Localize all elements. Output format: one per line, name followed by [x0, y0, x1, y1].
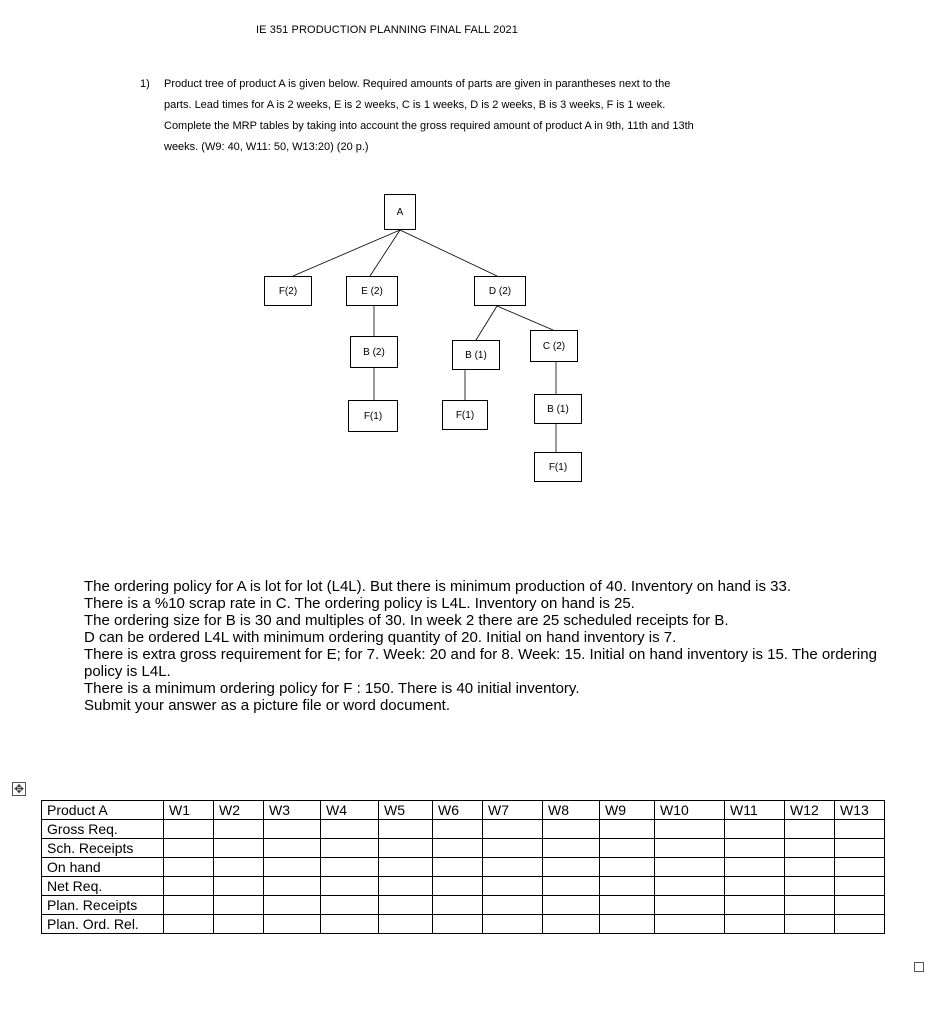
mrp-cell[interactable] [835, 915, 885, 934]
instruction-d: D can be ordered L4L with minimum ordering quantity of 20. Initial on hand inventory is 7. [84, 629, 677, 646]
mrp-cell[interactable] [264, 839, 321, 858]
mrp-cell[interactable] [214, 839, 264, 858]
mrp-cell[interactable] [321, 877, 379, 896]
mrp-cell[interactable] [835, 896, 885, 915]
instruction-submit: Submit your answer as a picture file or word document. [84, 697, 450, 714]
mrp-cell[interactable] [214, 858, 264, 877]
mrp-cell[interactable] [785, 839, 835, 858]
mrp-row [42, 820, 885, 839]
mrp-week-header: W2 [214, 801, 264, 820]
mrp-cell[interactable] [543, 877, 600, 896]
resize-handle-icon[interactable] [914, 962, 924, 972]
mrp-cell[interactable] [264, 858, 321, 877]
mrp-cell[interactable] [835, 877, 885, 896]
mrp-cell[interactable] [483, 896, 543, 915]
mrp-table-product-a [41, 800, 885, 934]
mrp-cell[interactable] [600, 858, 655, 877]
mrp-cell[interactable] [164, 915, 214, 934]
mrp-cell[interactable] [264, 896, 321, 915]
mrp-cell[interactable] [214, 915, 264, 934]
mrp-cell[interactable] [379, 915, 433, 934]
mrp-cell[interactable] [164, 877, 214, 896]
mrp-cell[interactable] [379, 896, 433, 915]
mrp-cell[interactable] [214, 896, 264, 915]
mrp-cell[interactable] [600, 820, 655, 839]
mrp-cell[interactable] [785, 915, 835, 934]
edge-d-b [476, 306, 497, 340]
mrp-cell[interactable] [321, 839, 379, 858]
mrp-cell[interactable] [164, 839, 214, 858]
mrp-row-label: Plan. Receipts [42, 896, 164, 915]
mrp-cell[interactable] [600, 877, 655, 896]
tree-node-f-under-b-c: F(1) [534, 452, 582, 482]
mrp-cell[interactable] [321, 896, 379, 915]
mrp-cell[interactable] [379, 877, 433, 896]
mrp-cell[interactable] [433, 858, 483, 877]
mrp-week-header: W9 [600, 801, 655, 820]
mrp-week-header: W3 [264, 801, 321, 820]
mrp-cell[interactable] [655, 877, 725, 896]
mrp-cell[interactable] [835, 839, 885, 858]
mrp-week-header: W12 [785, 801, 835, 820]
move-handle-icon[interactable]: ✥ [13, 782, 25, 796]
mrp-cell[interactable] [835, 820, 885, 839]
mrp-row-label: Gross Req. [42, 820, 164, 839]
mrp-cell[interactable] [785, 820, 835, 839]
mrp-cell[interactable] [321, 858, 379, 877]
mrp-cell[interactable] [725, 858, 785, 877]
mrp-cell[interactable] [433, 839, 483, 858]
mrp-cell[interactable] [321, 915, 379, 934]
mrp-week-header: W13 [835, 801, 885, 820]
mrp-cell[interactable] [785, 896, 835, 915]
instruction-a: The ordering policy for A is lot for lot (L4L). But there is minimum production of 40. Inventory on hand is 33. [84, 578, 792, 595]
tree-node-b-under-c: B (1) [534, 394, 582, 424]
mrp-cell[interactable] [483, 839, 543, 858]
mrp-row [42, 858, 885, 877]
mrp-cell[interactable] [264, 820, 321, 839]
mrp-cell[interactable] [164, 858, 214, 877]
mrp-cell[interactable] [483, 915, 543, 934]
question-number: 1) [140, 78, 150, 90]
mrp-cell[interactable] [655, 896, 725, 915]
mrp-row-label: On hand [42, 858, 164, 877]
tree-node-b-under-d: B (1) [452, 340, 500, 370]
mrp-cell[interactable] [543, 915, 600, 934]
mrp-cell[interactable] [379, 839, 433, 858]
mrp-cell[interactable] [214, 877, 264, 896]
mrp-cell[interactable] [483, 858, 543, 877]
mrp-week-header: W8 [543, 801, 600, 820]
mrp-row-label: Plan. Ord. Rel. [42, 915, 164, 934]
mrp-header-row [42, 801, 885, 820]
mrp-cell[interactable] [433, 820, 483, 839]
mrp-week-header: W5 [379, 801, 433, 820]
mrp-cell[interactable] [379, 858, 433, 877]
mrp-row [42, 877, 885, 896]
mrp-week-header: W7 [483, 801, 543, 820]
mrp-week-header: W11 [725, 801, 785, 820]
mrp-cell[interactable] [214, 820, 264, 839]
mrp-cell[interactable] [164, 820, 214, 839]
tree-node-c: C (2) [530, 330, 578, 362]
mrp-cell[interactable] [543, 896, 600, 915]
mrp-cell[interactable] [655, 858, 725, 877]
mrp-cell[interactable] [600, 915, 655, 934]
mrp-cell[interactable] [725, 896, 785, 915]
mrp-cell[interactable] [655, 839, 725, 858]
instruction-e: There is extra gross requirement for E; for 7. Week: 20 and for 8. Week: 15. Initial on hand inventory is 15. The ordering policy is L4L. [84, 646, 877, 680]
mrp-cell[interactable] [655, 915, 725, 934]
document-header: IE 351 PRODUCTION PLANNING FINAL FALL 2021 [256, 24, 518, 36]
mrp-cell[interactable] [433, 896, 483, 915]
mrp-cell[interactable] [433, 915, 483, 934]
mrp-row [42, 915, 885, 934]
mrp-cell[interactable] [164, 896, 214, 915]
mrp-row [42, 896, 885, 915]
question-1 [140, 74, 700, 158]
mrp-cell[interactable] [725, 820, 785, 839]
tree-node-f-under-b-e: F(1) [348, 400, 398, 432]
mrp-cell[interactable] [264, 915, 321, 934]
mrp-cell[interactable] [543, 858, 600, 877]
edge-a-f [293, 230, 400, 276]
tree-node-f-under-b-d: F(1) [442, 400, 488, 430]
edge-d-c [497, 306, 553, 330]
mrp-cell[interactable] [785, 877, 835, 896]
mrp-cell[interactable] [725, 877, 785, 896]
instruction-f: There is a minimum ordering policy for F : 150. There is 40 initial inventory. [84, 680, 580, 697]
mrp-row-label: Sch. Receipts [42, 839, 164, 858]
edge-a-e [370, 230, 400, 276]
mrp-week-header: W6 [433, 801, 483, 820]
mrp-cell[interactable] [321, 820, 379, 839]
mrp-cell[interactable] [379, 820, 433, 839]
mrp-row [42, 839, 885, 858]
question-text: Product tree of product A is given below. Required amounts of parts are given in parantheses next to the parts. Lead times for A is 2 weeks, E is 2 weeks, C is 1 weeks, D is 2 weeks, B is 3 weeks, F is 1 week. Complete the MRP tables by taking into account the gross required amount of product A in 9th, 11th and 13th weeks. (W9: 40, W11: 50, W13:20) (20 p.) [164, 78, 694, 153]
mrp-cell[interactable] [785, 858, 835, 877]
instructions-text [84, 578, 884, 714]
mrp-cell[interactable] [600, 839, 655, 858]
tree-node-b-under-e: B (2) [350, 336, 398, 368]
mrp-item-name: Product A [42, 801, 164, 820]
mrp-cell[interactable] [543, 820, 600, 839]
mrp-week-header: W4 [321, 801, 379, 820]
tree-node-a: A [384, 194, 416, 230]
tree-node-f: F(2) [264, 276, 312, 306]
mrp-cell[interactable] [264, 877, 321, 896]
mrp-cell[interactable] [835, 858, 885, 877]
mrp-cell[interactable] [725, 839, 785, 858]
mrp-cell[interactable] [483, 820, 543, 839]
mrp-cell[interactable] [655, 820, 725, 839]
tree-node-d: D (2) [474, 276, 526, 306]
instruction-c: There is a %10 scrap rate in C. The ordering policy is L4L. Inventory on hand is 25. [84, 595, 635, 612]
instruction-b: The ordering size for B is 30 and multiples of 30. In week 2 there are 25 scheduled receipts for B. [84, 612, 729, 629]
tree-node-e: E (2) [346, 276, 398, 306]
edge-a-d [400, 230, 497, 276]
mrp-cell[interactable] [433, 877, 483, 896]
mrp-week-header: W10 [655, 801, 725, 820]
mrp-cell[interactable] [543, 839, 600, 858]
mrp-cell[interactable] [725, 915, 785, 934]
mrp-cell[interactable] [483, 877, 543, 896]
mrp-cell[interactable] [600, 896, 655, 915]
mrp-week-header: W1 [164, 801, 214, 820]
mrp-row-label: Net Req. [42, 877, 164, 896]
